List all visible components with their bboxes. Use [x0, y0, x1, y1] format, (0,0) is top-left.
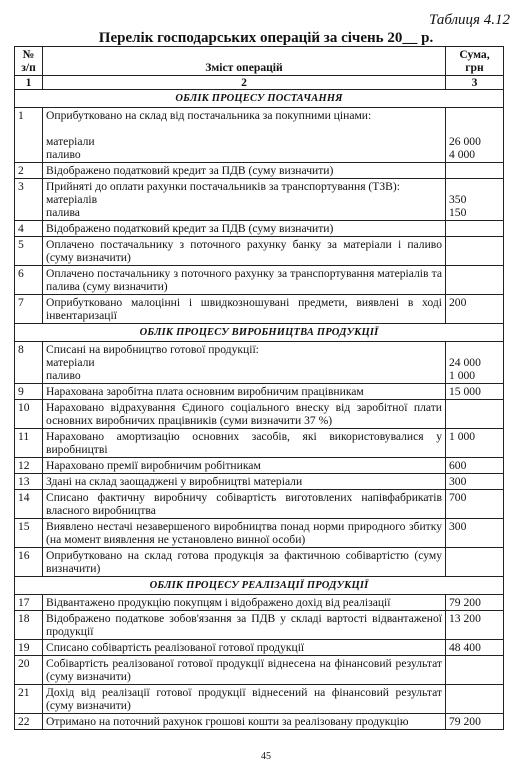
- operation-amount: [446, 429, 504, 458]
- operation-content: [43, 221, 446, 237]
- amount-value: 200: [449, 296, 467, 309]
- operation-amount: [446, 656, 504, 685]
- operation-number: 8: [15, 342, 43, 384]
- amount-value: 79 200: [449, 715, 481, 728]
- operation-content: [43, 611, 446, 640]
- table-row: [15, 237, 504, 266]
- operation-amount: [446, 295, 504, 324]
- numbering-cell: 3: [446, 76, 504, 90]
- operation-line: Отримано на поточний рахунок грошові кошти за реалізовану продукцію: [46, 715, 409, 728]
- amount-value: [449, 164, 500, 177]
- operation-amount: [446, 163, 504, 179]
- operation-content: [43, 295, 446, 324]
- operation-line: Нараховано амортизацію основних засобів, які використовувалися у виробництві: [46, 430, 442, 456]
- table-row: [15, 656, 504, 685]
- operation-line: Списані на виробництво готової продукції:: [46, 343, 259, 356]
- table-row: [15, 108, 504, 163]
- operation-line: паливо: [46, 148, 81, 161]
- section-title: ОБЛІК ПРОЦЕСУ РЕАЛІЗАЦІЇ ПРОДУКЦІЇ: [15, 577, 504, 595]
- operation-amount: [446, 595, 504, 611]
- operation-number: 9: [15, 384, 43, 400]
- operation-line: Відображено податковий кредит за ПДВ (суму визначити): [46, 222, 334, 235]
- operation-line: Здані на склад заощаджені у виробництві матеріали: [46, 475, 303, 488]
- amount-value: 700: [449, 491, 467, 504]
- amount-value: 79 200: [449, 596, 481, 609]
- operation-content: [43, 400, 446, 429]
- operation-number: 4: [15, 221, 43, 237]
- table-row: [15, 458, 504, 474]
- operation-content: [43, 640, 446, 656]
- operation-line: матеріали: [46, 356, 95, 369]
- operation-line: Відображено податкове зобов'язання за ПДВ у складі вартості відвантаженої продукції: [46, 612, 442, 638]
- table-row: [15, 474, 504, 490]
- table-row: [15, 640, 504, 656]
- operation-line: паливо: [46, 369, 81, 382]
- amount-value: 48 400: [449, 641, 481, 654]
- operation-line: Прийняті до оплати рахунки постачальників за транспортування (ТЗВ):: [46, 180, 400, 193]
- table-row: [15, 266, 504, 295]
- operation-number: 17: [15, 595, 43, 611]
- operation-line: Оприбутковано на склад готова продукція за фактичною собівартістю (суму визначити): [46, 549, 442, 575]
- amount-value: 300: [449, 475, 467, 488]
- operation-content: [43, 429, 446, 458]
- operation-line: Оплачено постачальнику з поточного рахунку за транспортування матеріалів та палива (суму визначити): [46, 267, 442, 293]
- operation-amount: [446, 474, 504, 490]
- table-row: [15, 595, 504, 611]
- amount-value: 26 000: [449, 135, 481, 148]
- table-row: [15, 295, 504, 324]
- header-number: № з/п: [15, 47, 43, 76]
- table-header-row: [15, 47, 504, 76]
- operation-line: палива: [46, 206, 80, 219]
- operation-number: 22: [15, 714, 43, 730]
- numbering-cell: 2: [43, 76, 446, 90]
- operation-content: [43, 474, 446, 490]
- operation-number: 6: [15, 266, 43, 295]
- table-row: [15, 384, 504, 400]
- operation-number: 10: [15, 400, 43, 429]
- table-row: [15, 429, 504, 458]
- operation-number: 14: [15, 490, 43, 519]
- table-row: [15, 685, 504, 714]
- amount-value: 350: [449, 193, 467, 206]
- operation-content: [43, 685, 446, 714]
- operation-amount: [446, 714, 504, 730]
- operation-number: 7: [15, 295, 43, 324]
- table-caption: Таблиця 4.12: [429, 12, 510, 28]
- operation-line: матеріалів: [46, 193, 98, 206]
- operation-number: 12: [15, 458, 43, 474]
- amount-value: 1 000: [449, 430, 476, 443]
- operation-content: [43, 237, 446, 266]
- operation-content: [43, 108, 446, 163]
- operation-content: [43, 519, 446, 548]
- table-row: [15, 179, 504, 221]
- table-row: [15, 611, 504, 640]
- operation-amount: [446, 266, 504, 295]
- amount-value: [449, 222, 500, 235]
- operation-number: 13: [15, 474, 43, 490]
- operation-line: Оплачено постачальнику з поточного рахунку банку за матеріали і паливо (суму визначити): [46, 238, 442, 264]
- table-row: [15, 400, 504, 429]
- table-row: [15, 548, 504, 577]
- operation-amount: [446, 342, 504, 384]
- amount-value: 24 000: [449, 356, 481, 369]
- numbering-row: [15, 76, 504, 90]
- operation-content: [43, 384, 446, 400]
- page-number: 45: [261, 751, 271, 762]
- operation-amount: [446, 237, 504, 266]
- operation-number: 11: [15, 429, 43, 458]
- amount-value: 600: [449, 459, 467, 472]
- section-title: ОБЛІК ПРОЦЕСУ ВИРОБНИЦТВА ПРОДУКЦІЇ: [15, 324, 504, 342]
- amount-value: 150: [449, 206, 467, 219]
- numbering-cell: 1: [15, 76, 43, 90]
- amount-value: [449, 267, 500, 280]
- operation-amount: [446, 179, 504, 221]
- header-amount: Сума, грн: [446, 47, 504, 76]
- amount-value: [449, 122, 500, 135]
- table-row: [15, 714, 504, 730]
- operation-content: [43, 490, 446, 519]
- table-row: [15, 163, 504, 179]
- amount-value: [449, 343, 500, 356]
- operation-amount: [446, 685, 504, 714]
- operation-content: [43, 163, 446, 179]
- table-row: [15, 519, 504, 548]
- section-header-row: [15, 577, 504, 595]
- operation-line: Виявлено нестачі незавершеного виробництва понад норми природного збитку (на момент виявлення не установлено винної особи): [46, 520, 442, 546]
- operation-amount: [446, 400, 504, 429]
- operation-line: Нарахована заробітна плата основним виробничим працівникам: [46, 385, 364, 398]
- operation-line: Собівартість реалізованої готової продукції віднесена на фінансовий результат (суму визначити): [46, 657, 442, 683]
- operation-line: Списано собівартість реалізованої готової продукції: [46, 641, 305, 654]
- operation-amount: [446, 384, 504, 400]
- operation-amount: [446, 611, 504, 640]
- section-title: ОБЛІК ПРОЦЕСУ ПОСТАЧАННЯ: [15, 90, 504, 108]
- amount-value: 300: [449, 520, 467, 533]
- operation-amount: [446, 221, 504, 237]
- operation-line: матеріали: [46, 135, 95, 148]
- operation-number: 3: [15, 179, 43, 221]
- operation-amount: [446, 490, 504, 519]
- operation-line: [46, 122, 442, 135]
- operation-number: 16: [15, 548, 43, 577]
- section-header-row: [15, 90, 504, 108]
- amount-value: [449, 109, 500, 122]
- operation-amount: [446, 640, 504, 656]
- amount-value: [449, 686, 500, 699]
- operation-line: Відображено податковий кредит за ПДВ (суму визначити): [46, 164, 334, 177]
- operation-number: 1: [15, 108, 43, 163]
- operation-number: 5: [15, 237, 43, 266]
- operation-content: [43, 595, 446, 611]
- operation-content: [43, 714, 446, 730]
- operations-table: [14, 46, 504, 730]
- operation-number: 18: [15, 611, 43, 640]
- amount-value: [449, 401, 500, 414]
- operation-line: Оприбутковано на склад від постачальника за покупними цінами:: [46, 109, 372, 122]
- operation-amount: [446, 458, 504, 474]
- operation-line: Дохід від реалізації готової продукції віднесений на фінансовий результат (суму визначити): [46, 686, 442, 712]
- operation-number: 19: [15, 640, 43, 656]
- operation-amount: [446, 519, 504, 548]
- operation-content: [43, 656, 446, 685]
- operation-line: Нараховано премії виробничим робітникам: [46, 459, 261, 472]
- section-header-row: [15, 324, 504, 342]
- table-row: [15, 490, 504, 519]
- amount-value: 15 000: [449, 385, 481, 398]
- operation-line: Оприбутковано малоцінні і швидкозношувані предмети, виявлені в ході інвентаризації: [46, 296, 442, 322]
- amount-value: 1 000: [449, 369, 476, 382]
- amount-value: [449, 549, 500, 562]
- operation-content: [43, 548, 446, 577]
- operation-content: [43, 342, 446, 384]
- operation-amount: [446, 548, 504, 577]
- operation-line: Нараховано відрахування Єдиного соціального внеску від заробітної плати основних виробничих працівників (суми визначити 37 %): [46, 401, 442, 427]
- amount-value: [449, 180, 500, 193]
- operation-number: 15: [15, 519, 43, 548]
- operation-number: 2: [15, 163, 43, 179]
- operation-number: 20: [15, 656, 43, 685]
- operation-amount: [446, 108, 504, 163]
- operation-content: [43, 458, 446, 474]
- header-content: Зміст операцій: [43, 47, 446, 76]
- amount-value: [449, 657, 500, 670]
- amount-value: 13 200: [449, 612, 481, 625]
- operation-number: 21: [15, 685, 43, 714]
- page-title: Перелік господарських операцій за січень 20__ р.: [98, 30, 434, 46]
- table-row: [15, 342, 504, 384]
- operation-line: Списано фактичну виробничу собівартість виготовлених напівфабрикатів власного виробництва: [46, 491, 442, 517]
- amount-value: [449, 238, 500, 251]
- operation-line: Відвантажено продукцію покупцям і відображено дохід від реалізації: [46, 596, 391, 609]
- table-row: [15, 221, 504, 237]
- operation-content: [43, 179, 446, 221]
- operation-content: [43, 266, 446, 295]
- amount-value: 4 000: [449, 148, 476, 161]
